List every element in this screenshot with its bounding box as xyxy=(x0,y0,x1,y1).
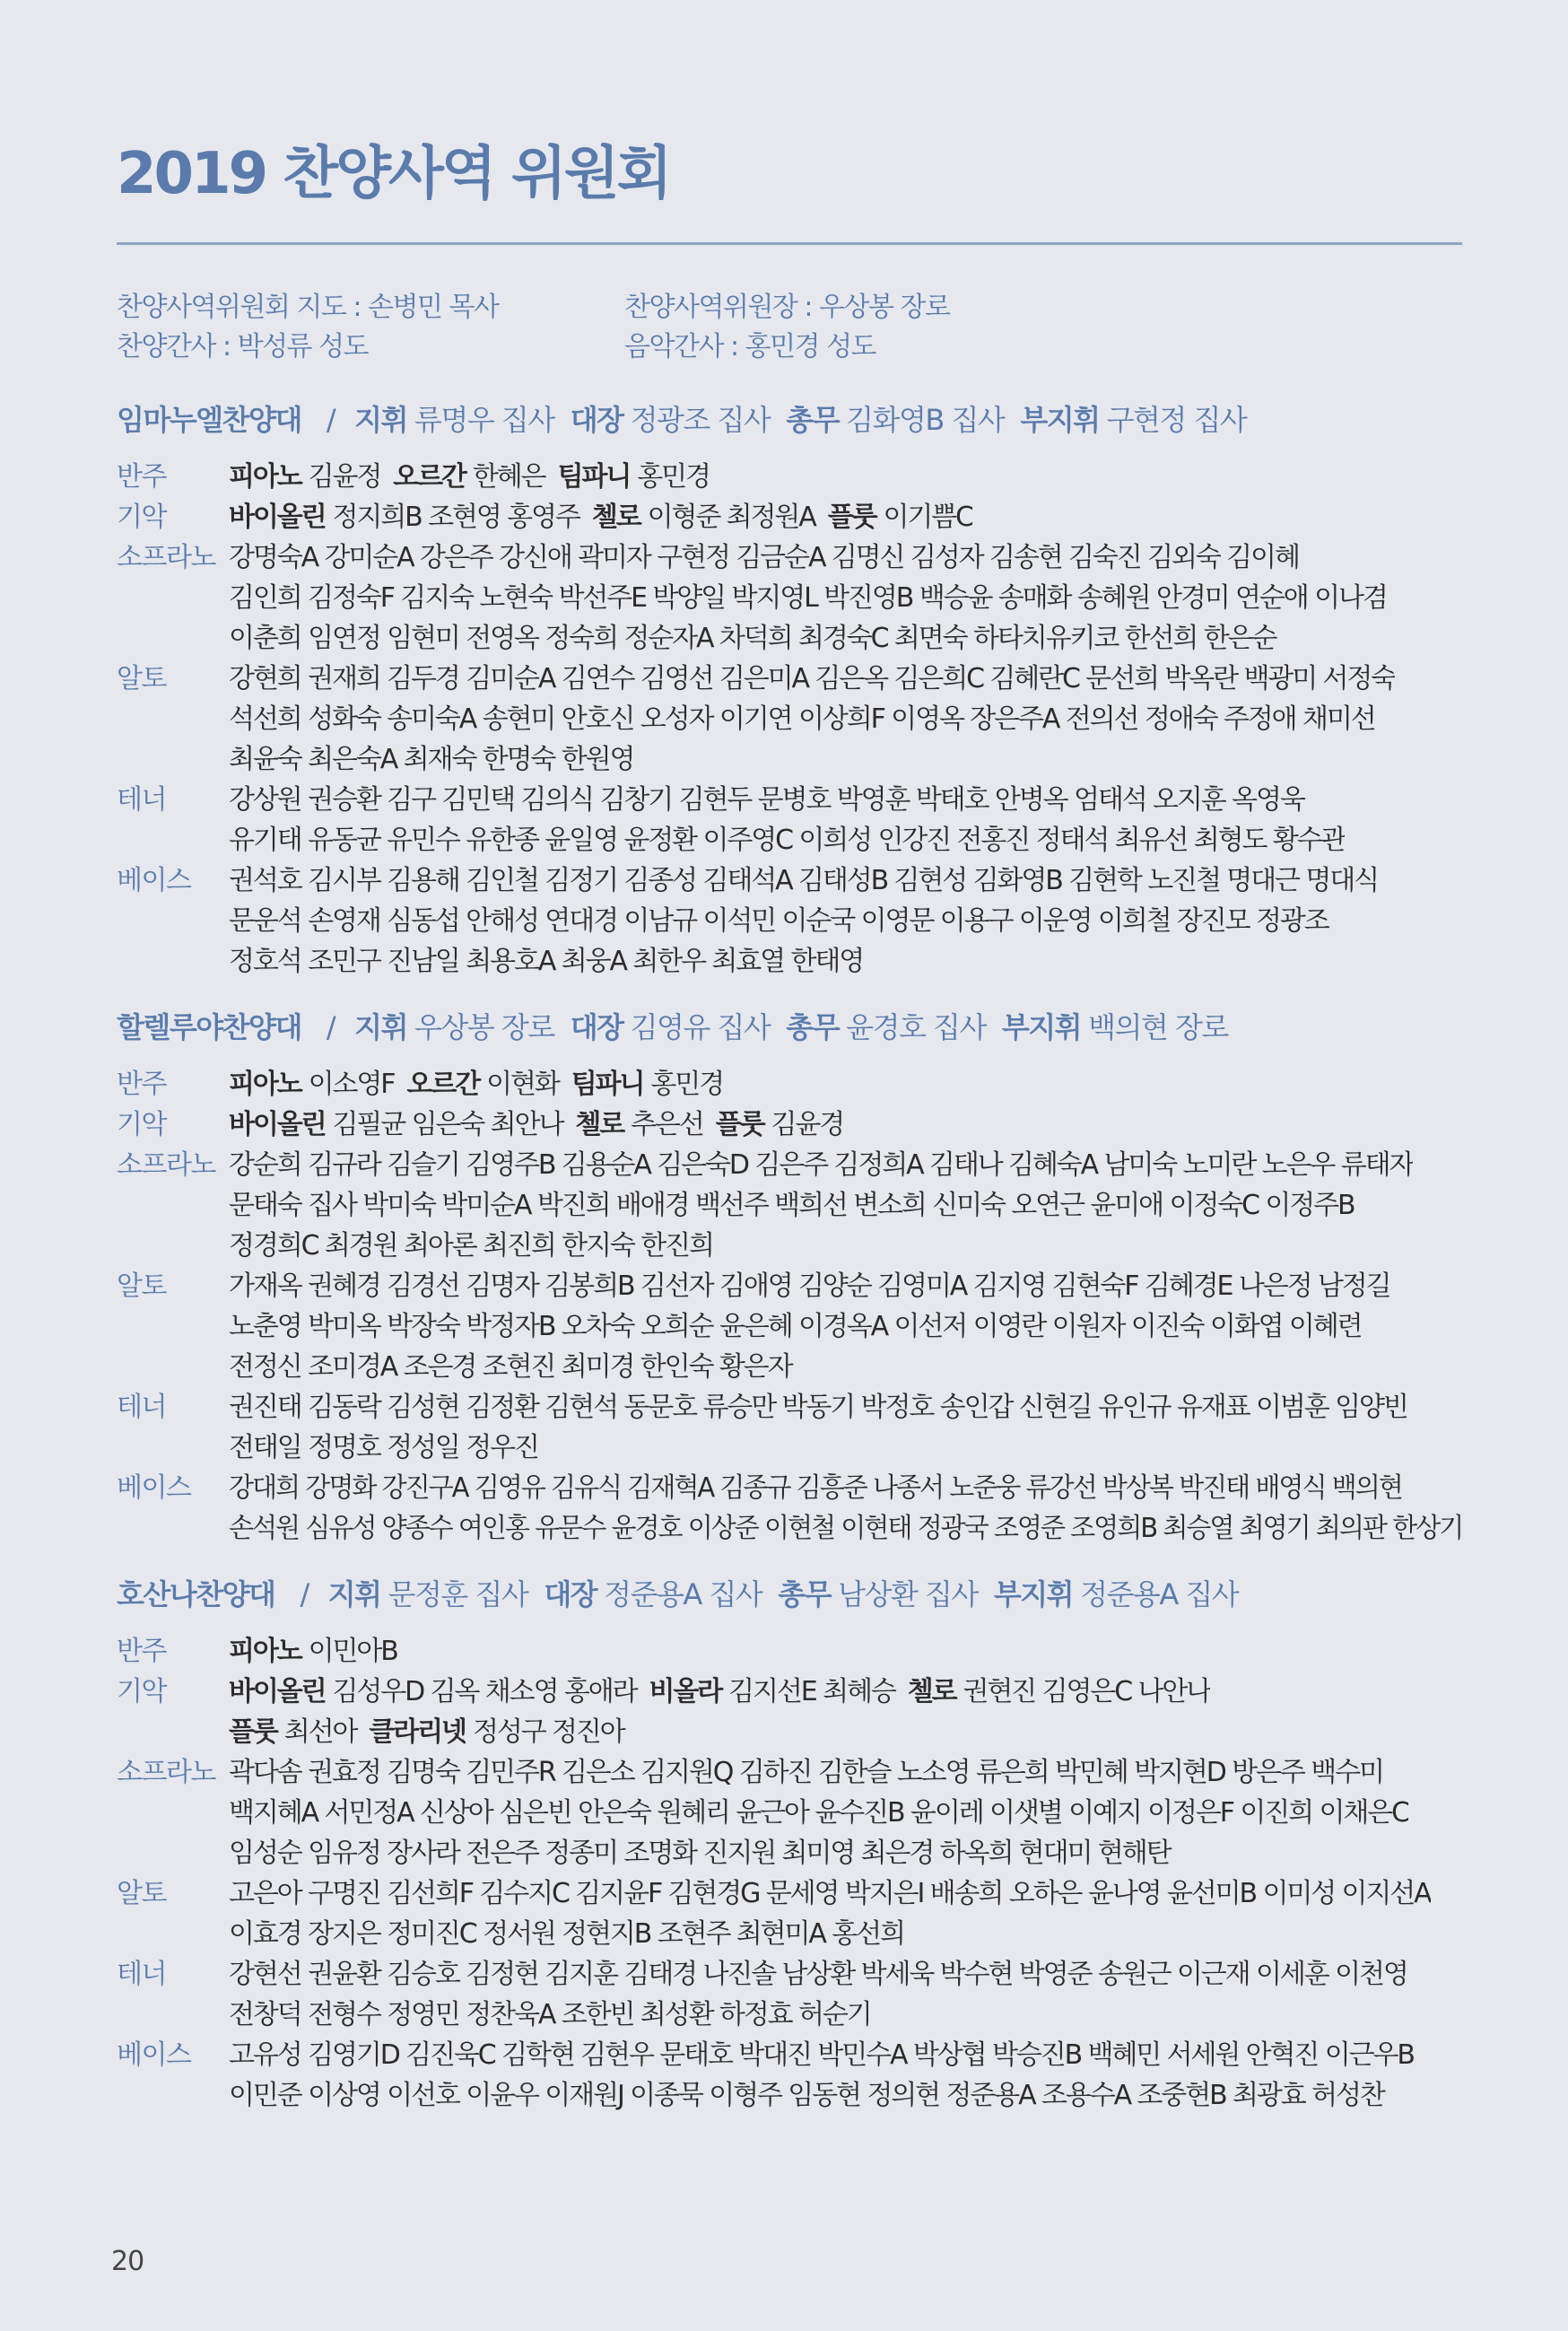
member-line: 고은아 구명진 김선희F 김수지C 김지윤F 김현경G 문세영 박지은I 배송희 오하은 윤나영 윤선미B 이미성 이지선A xyxy=(229,1878,1431,1909)
instrument-players: 한혜은 xyxy=(472,461,545,493)
member-line: 가재옥 권혜경 김경선 김명자 김봉희B 김선자 김애영 김양순 김영미A 김지영 김현숙F 김혜경E 나은정 남정길 xyxy=(229,1270,1390,1302)
part-members xyxy=(229,497,972,537)
info-music-secretary: 음악간사 : 홍민경 성도 xyxy=(624,331,876,362)
part-members xyxy=(229,1104,843,1145)
instrument-players: 이현화 xyxy=(486,1069,559,1100)
info-chairman: 찬양사역위원장 : 우상봉 장로 xyxy=(624,292,950,323)
officer-name: 윤경호 집사 xyxy=(846,1010,986,1044)
instrument-players: 김성우D 김옥 채소영 홍애라 xyxy=(332,1676,637,1707)
choir-block xyxy=(117,1007,1462,1549)
member-line xyxy=(229,497,972,537)
instrument-label: 플룻 xyxy=(715,1109,764,1140)
part-members xyxy=(229,1145,1413,1266)
part-section xyxy=(117,860,1462,982)
member-line xyxy=(229,1631,397,1672)
instrument-label: 바이올린 xyxy=(229,1676,326,1707)
choir-name: 임마누엘찬양대 xyxy=(117,403,301,437)
part-section xyxy=(117,2035,1462,2116)
officer-name: 문정훈 집사 xyxy=(388,1577,528,1611)
member-line: 손석원 심유성 양종수 여인홍 유문수 윤경호 이상준 이현철 이현태 정광국 조영준 조영희B 최승열 최영기 최의판 한상기 xyxy=(229,1513,1463,1544)
officer-name: 류명우 집사 xyxy=(414,403,554,437)
member-line: 전태일 정명호 정성일 정우진 xyxy=(229,1432,538,1463)
officer-role: 지휘 xyxy=(354,1010,407,1044)
officer-name: 정준용A 집사 xyxy=(1080,1577,1239,1611)
part-label: 알토 xyxy=(117,663,166,694)
instrument-players: 홍민경 xyxy=(650,1069,723,1100)
instrument-label: 오르간 xyxy=(406,1069,480,1100)
part-members xyxy=(229,1387,1407,1468)
part-section xyxy=(117,1064,1462,1104)
officer-name: 남상환 집사 xyxy=(838,1577,978,1611)
instrument-players: 정지희B 조현영 홍영주 xyxy=(332,502,579,533)
part-label: 베이스 xyxy=(117,2039,191,2071)
part-section xyxy=(117,1387,1462,1468)
instrument-label: 바이올린 xyxy=(229,502,326,533)
officer-role: 지휘 xyxy=(327,1577,381,1611)
member-line xyxy=(229,1672,1210,1712)
instrument-players: 이기쁨C xyxy=(883,502,972,533)
committee-info xyxy=(117,288,1462,367)
member-line: 최윤숙 최은숙A 최재숙 한명숙 한원영 xyxy=(229,744,634,775)
part-section xyxy=(117,1873,1462,1954)
part-section xyxy=(117,497,1462,537)
instrument-label: 피아노 xyxy=(229,1636,301,1667)
part-label: 알토 xyxy=(117,1270,166,1302)
member-line: 유기태 유동균 유민수 유한종 윤일영 윤정환 이주영C 이희성 인강진 전홍진 정태석 최유선 최형도 황수관 xyxy=(229,825,1346,856)
part-label: 베이스 xyxy=(117,865,191,896)
part-section xyxy=(117,1631,1462,1672)
part-label: 베이스 xyxy=(117,1472,191,1504)
part-members xyxy=(229,1954,1407,2035)
page-number: 20 xyxy=(111,2246,144,2277)
instrument-players: 김윤정 xyxy=(308,461,381,493)
officer-role: 대장 xyxy=(544,1577,597,1611)
member-line: 곽다솜 권효정 김명숙 김민주R 김은소 김지원Q 김하진 김한슬 노소영 류은희 박민혜 박지현D 방은주 백수미 xyxy=(229,1757,1383,1788)
part-section xyxy=(117,537,1462,659)
instrument-label: 팀파니 xyxy=(571,1069,644,1100)
instrument-label: 플룻 xyxy=(827,502,876,533)
info-director: 찬양사역위원회 지도 : 손병민 목사 xyxy=(117,292,499,323)
member-line: 이민준 이상영 이선호 이윤우 이재원J 이종묵 이형주 임동현 정의현 정준용A 조용수A 조중현B 최광효 허성찬 xyxy=(229,2080,1384,2111)
member-line xyxy=(229,1712,1210,1752)
officer-role: 부지휘 xyxy=(1020,403,1100,437)
member-line: 정호석 조민구 진남일 최용호A 최웅A 최한우 최효열 한태영 xyxy=(229,946,864,977)
part-members xyxy=(229,1752,1408,1873)
member-line: 문운석 손영재 심동섭 안해성 연대경 이남규 이석민 이순국 이영문 이용구 이운영 이희철 장진모 정광조 xyxy=(229,905,1328,937)
officer-role: 총무 xyxy=(786,1010,840,1044)
instrument-players: 최선아 xyxy=(283,1716,357,1748)
part-members xyxy=(229,1873,1431,1954)
officer-role: 대장 xyxy=(570,1010,623,1044)
instrument-players: 권현진 김영은C 나안나 xyxy=(963,1676,1211,1707)
instrument-players: 이민아B xyxy=(308,1636,397,1667)
instrument-label: 첼로 xyxy=(575,1109,624,1140)
officer-role: 총무 xyxy=(778,1577,832,1611)
instrument-players: 이형준 최정원A xyxy=(647,502,815,533)
member-line: 정경희C 최경원 최아론 최진희 한지숙 한진희 xyxy=(229,1230,713,1262)
part-section xyxy=(117,1752,1462,1873)
part-section xyxy=(117,1672,1462,1752)
part-members xyxy=(229,1468,1503,1549)
instrument-label: 클라리넷 xyxy=(369,1716,466,1748)
choir-name: 할렐루야찬양대 xyxy=(117,1010,301,1044)
instrument-label: 피아노 xyxy=(229,1069,301,1100)
part-section xyxy=(117,659,1462,780)
part-members xyxy=(229,659,1395,780)
member-line: 강상원 권승환 김구 김민택 김의식 김창기 김현두 문병호 박영훈 박태호 안병옥 엄태석 오지훈 옥영욱 xyxy=(229,784,1304,816)
officer-name: 구현정 집사 xyxy=(1106,403,1247,437)
part-section xyxy=(117,1266,1462,1387)
member-line: 이효경 장지은 정미진C 정서원 정현지B 조현주 최현미A 홍선희 xyxy=(229,1918,904,1950)
part-label: 소프라노 xyxy=(117,1149,215,1181)
instrument-label: 피아노 xyxy=(229,461,301,493)
member-line: 이춘희 임연정 임현미 전영옥 정숙희 정순자A 차덕희 최경숙C 최면숙 하타치유키코 한선희 한은순 xyxy=(229,623,1276,654)
instrument-label: 팀파니 xyxy=(557,461,631,493)
choir-sections xyxy=(117,1064,1462,1549)
part-section xyxy=(117,1468,1462,1549)
title-divider xyxy=(117,242,1462,245)
instrument-players: 홍민경 xyxy=(637,461,710,493)
choir-sections xyxy=(117,457,1462,982)
officer-role: 지휘 xyxy=(354,403,407,437)
choir-header xyxy=(117,1007,1462,1048)
member-line: 석선희 성화숙 송미숙A 송현미 안호신 오성자 이기연 이상희F 이영옥 장은주A 전의선 정애숙 주정애 채미선 xyxy=(229,703,1375,735)
choir-header xyxy=(117,1574,1462,1615)
member-line: 강순희 김규라 김슬기 김영주B 김용순A 김은숙D 김은주 김정희A 김태나 김혜숙A 남미숙 노미란 노은우 류태자 xyxy=(229,1149,1414,1181)
instrument-label: 바이올린 xyxy=(229,1109,326,1140)
page xyxy=(117,135,1462,2116)
part-label: 반주 xyxy=(117,1636,166,1667)
part-label: 알토 xyxy=(117,1878,166,1909)
info-row xyxy=(117,288,1462,327)
instrument-players: 김지선E 최혜승 xyxy=(728,1676,895,1707)
part-label: 기악 xyxy=(117,1109,166,1140)
instrument-players: 이소영F xyxy=(308,1069,395,1100)
header-separator: / xyxy=(300,1577,309,1611)
part-members xyxy=(229,780,1345,860)
member-line: 권진태 김동락 김성현 김정환 김현석 동문호 류승만 박동기 박정호 송인갑 신현길 유인규 유재표 이범훈 임양빈 xyxy=(229,1392,1407,1423)
member-line xyxy=(229,1104,843,1145)
member-line: 임성순 임유정 장사라 전은주 정종미 조명화 진지원 최미영 최은경 하옥희 현대미 현해탄 xyxy=(229,1838,1171,1869)
choir-header xyxy=(117,399,1462,441)
member-line: 강명숙A 강미순A 강은주 강신애 곽미자 구현정 김금순A 김명신 김성자 김송현 김숙진 김외숙 김이혜 xyxy=(229,542,1299,573)
officer-name: 정준용A 집사 xyxy=(604,1577,762,1611)
part-section xyxy=(117,1104,1462,1145)
instrument-label: 첼로 xyxy=(591,502,640,533)
member-line: 강현선 권윤환 김승호 김정현 김지훈 김태경 나진솔 남상환 박세욱 박수현 박영준 송원근 이근재 이세훈 이천영 xyxy=(229,1959,1407,1990)
member-line: 노춘영 박미옥 박장숙 박정자B 오차숙 오희순 윤은혜 이경옥A 이선저 이영란 이원자 이진숙 이화엽 이혜련 xyxy=(229,1311,1362,1342)
instrument-label: 오르간 xyxy=(393,461,466,493)
part-members xyxy=(229,2035,1414,2116)
part-label: 테너 xyxy=(117,1959,166,1990)
choir-block xyxy=(117,399,1462,982)
member-line: 백지혜A 서민정A 신상아 심은빈 안은숙 원혜리 윤근아 윤수진B 윤이레 이샛별 이예지 이정은F 이진희 이채은C xyxy=(229,1797,1408,1829)
member-line: 고유성 김영기D 김진욱C 김학현 김현우 문태호 박대진 박민수A 박상협 박승진B 백혜민 서세원 안혁진 이근우B xyxy=(229,2039,1414,2071)
member-line: 강현희 권재희 김두경 김미순A 김연수 김영선 김은미A 김은옥 김은희C 김혜란C 문선희 박옥란 백광미 서정숙 xyxy=(229,663,1396,694)
member-line xyxy=(229,1064,723,1104)
instrument-players: 추은선 xyxy=(631,1109,703,1140)
choir-sections xyxy=(117,1631,1462,2116)
part-label: 소프라노 xyxy=(117,542,215,573)
part-members xyxy=(229,860,1378,982)
part-section xyxy=(117,1954,1462,2035)
officer-name: 정광조 집사 xyxy=(630,403,771,437)
part-label: 소프라노 xyxy=(117,1757,215,1788)
officer-role: 부지휘 xyxy=(1001,1010,1082,1044)
part-members xyxy=(229,457,710,497)
officer-role: 부지휘 xyxy=(993,1577,1074,1611)
instrument-players: 김필균 임은숙 최안나 xyxy=(332,1109,563,1140)
part-members xyxy=(229,1064,723,1104)
instrument-label: 비올라 xyxy=(649,1676,722,1707)
header-separator: / xyxy=(326,403,335,437)
part-label: 반주 xyxy=(117,461,166,493)
choir-block xyxy=(117,1574,1462,2116)
officer-name: 김화영B 집사 xyxy=(846,403,1005,437)
part-label: 테너 xyxy=(117,784,166,816)
member-line: 문태숙 집사 박미숙 박미순A 박진희 배애경 백선주 백희선 변소희 신미숙 오연근 윤미애 이정숙C 이정주B xyxy=(229,1190,1355,1221)
choir-name: 호산나찬양대 xyxy=(117,1577,275,1611)
part-members xyxy=(229,537,1387,659)
officer-name: 우상봉 장로 xyxy=(414,1010,554,1044)
officer-name: 김영유 집사 xyxy=(630,1010,771,1044)
member-line: 김인희 김정숙F 김지숙 노현숙 박선주E 박양일 박지영L 박진영B 백승윤 송매화 송혜원 안경미 연순애 이나겸 xyxy=(229,582,1387,614)
officer-role: 총무 xyxy=(786,403,840,437)
member-line: 권석호 김시부 김용해 김인철 김정기 김종성 김태석A 김태성B 김현성 김화영B 김현학 노진철 명대근 명대식 xyxy=(229,865,1379,896)
officer-name: 백의현 장로 xyxy=(1088,1010,1228,1044)
member-line: 강대희 강명화 강진구A 김영유 김유식 김재혁A 김종규 김흥준 나종서 노준웅 류강선 박상복 박진태 배영식 백의현 xyxy=(229,1472,1402,1504)
part-section xyxy=(117,1145,1462,1266)
instrument-label: 플룻 xyxy=(229,1716,277,1748)
page-title: 2019 찬양사역 위원회 xyxy=(117,141,670,207)
info-secretary: 찬양간사 : 박성류 성도 xyxy=(117,331,369,362)
officer-role: 대장 xyxy=(570,403,623,437)
choir-list xyxy=(117,399,1462,2116)
part-section xyxy=(117,457,1462,497)
part-label: 기악 xyxy=(117,1676,166,1707)
part-members xyxy=(229,1631,397,1672)
instrument-players: 정성구 정진아 xyxy=(472,1716,624,1748)
part-label: 테너 xyxy=(117,1392,166,1423)
header-separator: / xyxy=(326,1010,335,1044)
member-line xyxy=(229,457,710,497)
instrument-players: 김윤경 xyxy=(771,1109,844,1140)
instrument-label: 첼로 xyxy=(907,1676,956,1707)
part-label: 반주 xyxy=(117,1069,166,1100)
info-row xyxy=(117,327,1462,367)
part-label: 기악 xyxy=(117,502,166,533)
part-members xyxy=(229,1266,1390,1387)
member-line: 전창덕 전형수 정영민 정찬욱A 조한빈 최성환 하정효 허순기 xyxy=(229,1999,871,2030)
member-line: 전정신 조미경A 조은경 조현진 최미경 한인숙 황은자 xyxy=(229,1351,792,1383)
part-members xyxy=(229,1672,1210,1752)
part-section xyxy=(117,780,1462,860)
